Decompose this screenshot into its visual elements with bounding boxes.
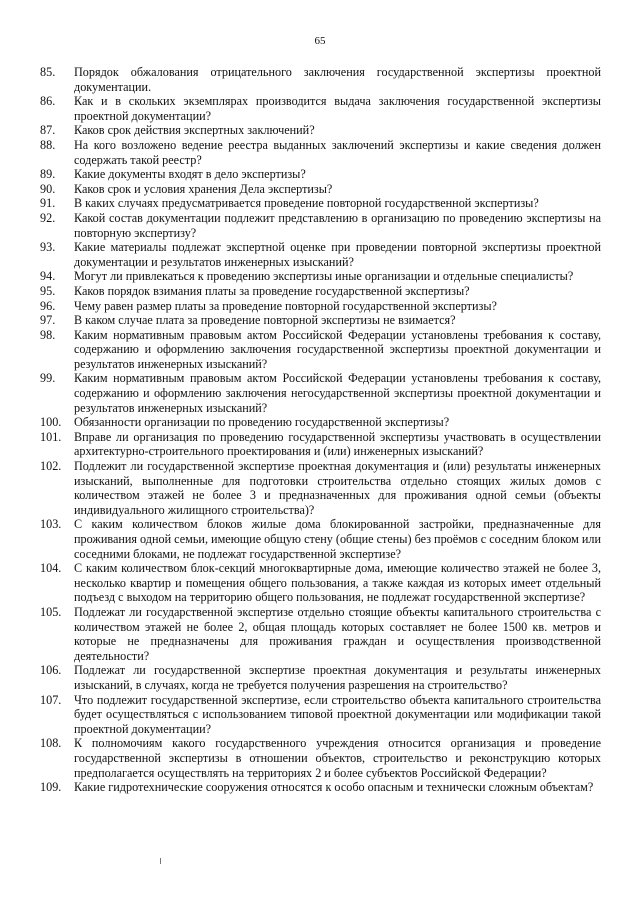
- question-number: 90.: [40, 181, 56, 196]
- scan-mark: [160, 858, 161, 864]
- question-number: 104.: [40, 561, 62, 576]
- question-number: 85.: [40, 65, 56, 79]
- question-text: Какой состав документации подлежит представлению в организацию по проведению экспертизы на повторную экспертизу?: [74, 210, 601, 240]
- question-number: 93.: [40, 240, 56, 255]
- question-text: К полномочиям какого государственного учреждения относится организация и проведение государственной экспертизы в отношении объектов, строительство и реконструкцию которых предполагается осуществлять на территориях 2 и более субъектов Российской Федерации?: [74, 736, 601, 780]
- question-item: [40, 328, 601, 372]
- question-number: 86.: [40, 94, 56, 109]
- question-number: 92.: [40, 210, 56, 225]
- question-number: 98.: [40, 327, 56, 342]
- question-number: 102.: [40, 459, 62, 474]
- question-text: С каким количеством блок-секций многоквартирные дома, имеющие количество этажей не более 3, несколько квартир и помещения общего пользования, а также каждая из которых имеет отдельный подъезд с выходом на территорию общего пользования, не подлежат государственной экспертизе?: [74, 561, 601, 605]
- question-item: [40, 430, 601, 459]
- question-number: 91.: [40, 196, 56, 211]
- question-text: Могут ли привлекаться к проведению экспертизы иные организации и отдельные специалисты?: [74, 269, 574, 284]
- question-text: Каков срок действия экспертных заключений?: [74, 123, 315, 138]
- question-text: Подлежат ли государственной экспертизе проектная документация и результаты инженерных изысканий, в случаях, когда не требуется получения разрешения на строительство?: [74, 663, 601, 692]
- question-item: [40, 605, 601, 663]
- question-text: Обязанности организации по проведению государственной экспертизы?: [74, 415, 450, 430]
- question-text: Чему равен размер платы за проведение повторной государственной экспертизы?: [74, 298, 497, 313]
- question-item: [40, 313, 601, 328]
- question-item: [40, 269, 601, 284]
- question-item: [40, 65, 601, 94]
- question-item: [40, 167, 601, 182]
- question-item: [40, 663, 601, 692]
- question-item: [40, 299, 601, 314]
- question-item: [40, 517, 601, 561]
- question-text: В каких случаях предусматривается проведение повторной государственной экспертизы?: [74, 196, 539, 211]
- question-number: 89.: [40, 167, 56, 182]
- question-number: 105.: [40, 604, 62, 619]
- question-number: 101.: [40, 429, 62, 444]
- question-text: Какие гидротехнические сооружения относятся к особо опасным и технически сложным объектам?: [74, 780, 594, 795]
- question-text: Какие материалы подлежат экспертной оценке при проведении повторной экспертизы проектной документации и результатов инженерных изысканий?: [74, 240, 601, 269]
- question-text: На кого возложено ведение реестра выданных заключений экспертизы и какие сведения должен содержать такой реестр?: [74, 137, 601, 167]
- question-item: [40, 561, 601, 605]
- question-text: Каков срок и условия хранения Дела экспертизы?: [74, 181, 333, 196]
- question-text: Подлежат ли государственной экспертизе отдельно стоящие объекты капитального строительства с количеством этажей не более 2, общая площадь которых составляет не более 1500 кв. метров и которые не предназначены для проживания граждан и осуществления производственной деятельности?: [74, 604, 601, 663]
- question-number: 95.: [40, 283, 56, 298]
- question-item: [40, 780, 601, 795]
- page-number: 65: [314, 35, 326, 47]
- question-number: 97.: [40, 313, 56, 328]
- question-number: 96.: [40, 298, 56, 313]
- question-number: 94.: [40, 269, 56, 284]
- question-number: 99.: [40, 371, 56, 386]
- question-item: [40, 459, 601, 517]
- question-text: Порядок обжалования отрицательного заключения государственной экспертизы проектной документации.: [74, 65, 601, 94]
- question-number: 100.: [40, 415, 62, 430]
- question-item: [40, 284, 601, 299]
- question-item: [40, 123, 601, 138]
- question-item: [40, 211, 601, 240]
- question-item: [40, 736, 601, 780]
- question-item: [40, 94, 601, 123]
- question-item: [40, 693, 601, 737]
- question-number: 88.: [40, 137, 56, 152]
- question-number: 108.: [40, 736, 62, 751]
- question-text: В каком случае плата за проведение повторной экспертизы не взимается?: [74, 313, 456, 328]
- question-number: 103.: [40, 517, 62, 532]
- question-text: Подлежит ли государственной экспертизе проектная документация и (или) результаты инженерных изысканий, выполненные для подготовки строительства отдельно стоящих жилых домов с количеством этажей не более 3 и предназначенных для проживания одной семьи (объекты индивидуального жилищного строительства)?: [74, 459, 601, 517]
- question-item: [40, 371, 601, 415]
- question-number: 106.: [40, 663, 62, 678]
- question-item: [40, 182, 601, 197]
- question-number: 109.: [40, 780, 62, 795]
- question-text: Каким нормативным правовым актом Российской Федерации установлены требования к составу, содержанию и оформлению заключения государственной экспертизы проектной документации и результатов инженерных изысканий?: [74, 327, 601, 371]
- question-text: Вправе ли организация по проведению государственной экспертизы участвовать в осуществлении архитектурно-строительного проектирования и (или) инженерных изысканий?: [74, 429, 601, 459]
- question-text: Какие документы входят в дело экспертизы?: [74, 167, 306, 182]
- question-text: Каков порядок взимания платы за проведение государственной экспертизы?: [74, 283, 470, 298]
- question-number: 87.: [40, 123, 56, 138]
- question-item: [40, 138, 601, 167]
- question-item: [40, 240, 601, 269]
- question-item: [40, 196, 601, 211]
- question-list: [40, 65, 601, 795]
- question-text: Каким нормативным правовым актом Российской Федерации установлены требования к составу, содержанию и оформлению заключения негосударственной экспертизы проектной документации и результатов инженерных изысканий?: [74, 371, 601, 415]
- question-text: Как и в скольких экземплярах производится выдача заключения государственной экспертизы проектной документации?: [74, 94, 601, 123]
- question-text: С каким количеством блоков жилые дома блокированной застройки, предназначенные для проживания одной семьи, имеющие общую стену (общие стены) без проёмов с соседним блоком или соседними блоками, не подлежат государственной экспертизе?: [74, 517, 601, 561]
- question-item: [40, 415, 601, 430]
- question-number: 107.: [40, 692, 62, 707]
- question-text: Что подлежит государственной экспертизе, если строительство объекта капитального строительства будет осуществляться с использованием типовой проектной документации или модификации такой проектной документации?: [74, 692, 601, 736]
